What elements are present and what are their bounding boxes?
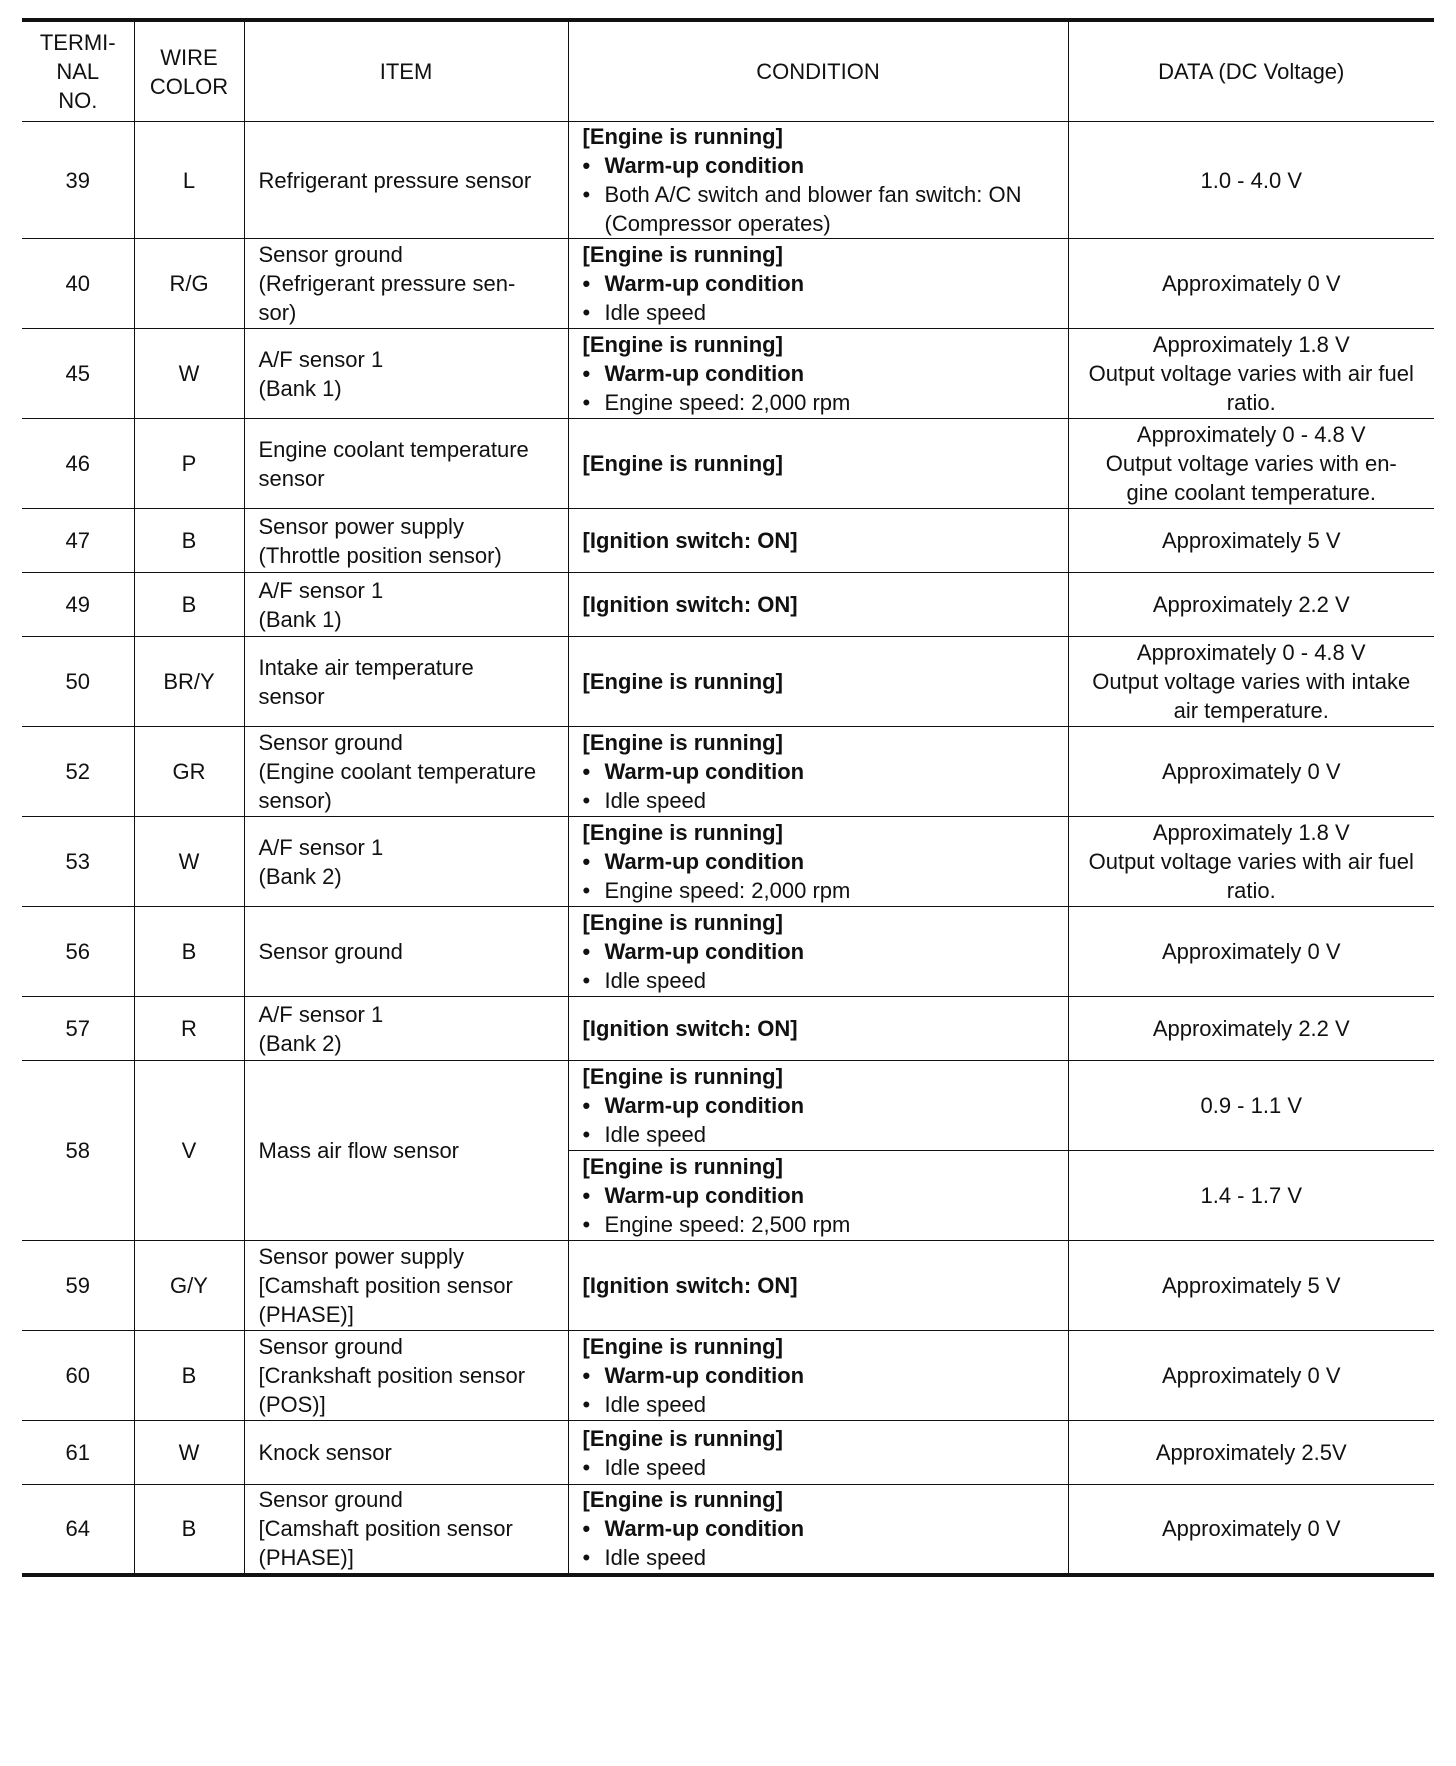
data-line: Approximately 0 - 4.8 V [1136, 640, 1366, 665]
wire-color-cell: P [134, 419, 244, 509]
data-line: Approximately 0 - 4.8 V [1136, 422, 1366, 447]
wire-color-cell: W [134, 329, 244, 419]
data-line: Approximately 1.8 V [1152, 332, 1350, 357]
table-row [22, 1241, 1434, 1331]
terminal-no-cell: 56 [22, 907, 134, 997]
item-cell [244, 1421, 568, 1485]
data-line: Approximately 5 V [1161, 1273, 1341, 1298]
item-cell [244, 573, 568, 637]
wire-color-cell: L [134, 122, 244, 239]
item-cell [244, 1485, 568, 1575]
data-cell [1068, 419, 1434, 509]
data-line: Approximately 2.2 V [1152, 1016, 1350, 1041]
item-line: sensor [258, 465, 325, 491]
data-cell [1068, 1061, 1434, 1151]
terminal-no-cell: 52 [22, 727, 134, 817]
data-line: Output voltage varies with air fuel [1088, 849, 1414, 874]
item-line: Knock sensor [258, 1440, 392, 1465]
item-line: Sensor ground [258, 1334, 403, 1359]
table-header-row [22, 20, 1434, 122]
wire-color-cell: GR [134, 727, 244, 817]
condition-cell [568, 573, 1068, 637]
table-row [22, 637, 1434, 727]
header-data: DATA (DC Voltage) [1068, 20, 1434, 122]
ecm-terminal-table [22, 18, 1434, 1577]
condition-bullet: • Idle speed [583, 1453, 1068, 1482]
condition-bullet: • Warm-up condition [583, 359, 1068, 388]
item-line: A/F sensor 1 [258, 577, 384, 603]
data-line: Approximately 1.8 V [1152, 820, 1350, 845]
wire-color-cell: B [134, 509, 244, 573]
item-line: (PHASE)] [258, 1545, 354, 1571]
condition-bullet: • Idle speed [583, 786, 1068, 815]
condition-heading: [Engine is running] [582, 730, 783, 755]
condition-heading: [Engine is running] [582, 1064, 783, 1089]
wire-color-cell: W [134, 1421, 244, 1485]
terminal-no-cell: 60 [22, 1331, 134, 1421]
item-cell [244, 1331, 568, 1421]
item-line: (POS)] [258, 1392, 326, 1417]
item-line: A/F sensor 1 [258, 1001, 384, 1027]
data-cell [1068, 1485, 1434, 1575]
item-cell [244, 419, 568, 509]
item-cell [244, 1241, 568, 1331]
data-cell [1068, 727, 1434, 817]
condition-cell [568, 997, 1068, 1061]
item-line: A/F sensor 1 [258, 346, 384, 372]
data-line: Approximately 0 V [1161, 939, 1341, 964]
table-row [22, 573, 1434, 637]
item-line: [Camshaft position sensor [258, 1516, 513, 1542]
condition-cell [568, 727, 1068, 817]
condition-bullet: • Idle speed [583, 1390, 1068, 1419]
item-cell [244, 907, 568, 997]
terminal-no-cell: 39 [22, 122, 134, 239]
condition-heading: [Engine is running] [582, 910, 783, 935]
condition-bullet: • Idle speed [583, 1543, 1068, 1572]
header-terminal-no: TERMI- NAL NO. [22, 20, 134, 122]
terminal-no-cell: 57 [22, 997, 134, 1061]
data-cell [1068, 1151, 1434, 1241]
data-line: Approximately 0 V [1161, 1363, 1341, 1388]
condition-cell [568, 637, 1068, 727]
data-line: 1.0 - 4.0 V [1200, 167, 1302, 193]
item-line: (Throttle position sensor) [258, 542, 502, 568]
terminal-no-cell: 49 [22, 573, 134, 637]
item-line: [Camshaft position sensor [258, 1273, 513, 1298]
data-line: Approximately 0 V [1161, 759, 1341, 784]
table-row [22, 1421, 1434, 1485]
item-cell [244, 637, 568, 727]
data-line: Output voltage varies with en- [1105, 451, 1397, 476]
terminal-no-cell: 64 [22, 1485, 134, 1575]
condition-heading: [Ignition switch: ON] [582, 528, 798, 553]
data-line: Approximately 5 V [1161, 528, 1341, 553]
item-line: Engine coolant temperature [258, 436, 529, 462]
terminal-no-cell: 50 [22, 637, 134, 727]
table-row [22, 239, 1434, 329]
condition-bullet: • Idle speed [583, 966, 1068, 995]
wire-color-cell: W [134, 817, 244, 907]
condition-heading: [Engine is running] [582, 332, 783, 357]
data-cell [1068, 1241, 1434, 1331]
data-line: Output voltage varies with air fuel [1088, 361, 1414, 386]
condition-cell [568, 1485, 1068, 1575]
data-line: Approximately 2.2 V [1152, 592, 1350, 617]
item-line: Mass air flow sensor [258, 1138, 460, 1163]
condition-cell [568, 1151, 1068, 1241]
data-line: ratio. [1226, 390, 1276, 415]
item-cell [244, 1061, 568, 1241]
data-line: 0.9 - 1.1 V [1200, 1093, 1302, 1118]
condition-bullet: • Idle speed [583, 298, 1068, 327]
item-line: (Refrigerant pressure sen- [258, 271, 516, 296]
item-line: A/F sensor 1 [258, 834, 384, 860]
condition-cell [568, 1241, 1068, 1331]
data-cell [1068, 1331, 1434, 1421]
item-line: Sensor power supply [258, 513, 464, 539]
terminal-no-cell: 61 [22, 1421, 134, 1485]
condition-bullet: • Warm-up condition [583, 151, 1068, 180]
condition-bullet: • Warm-up condition [583, 847, 1068, 876]
condition-cell [568, 907, 1068, 997]
item-line: Sensor ground [258, 939, 403, 964]
item-line: sensor [258, 683, 325, 709]
wire-color-cell: B [134, 573, 244, 637]
item-line: (Engine coolant temperature [258, 759, 537, 784]
data-cell [1068, 573, 1434, 637]
data-cell [1068, 907, 1434, 997]
condition-cell [568, 1061, 1068, 1151]
condition-bullet: • Warm-up condition [583, 1361, 1068, 1390]
data-cell [1068, 509, 1434, 573]
data-line: Approximately 0 V [1161, 271, 1341, 296]
condition-heading: [Engine is running] [582, 242, 783, 267]
wire-color-cell: B [134, 1485, 244, 1575]
condition-cell [568, 122, 1068, 239]
table-row [22, 329, 1434, 419]
item-cell [244, 997, 568, 1061]
condition-bullet: • Warm-up condition [583, 1514, 1068, 1543]
item-cell [244, 239, 568, 329]
wire-color-cell: G/Y [134, 1241, 244, 1331]
item-cell [244, 329, 568, 419]
condition-bullet: • Engine speed: 2,000 rpm [583, 388, 1068, 417]
table-row [22, 1331, 1434, 1421]
condition-heading: [Engine is running] [582, 669, 783, 694]
condition-cell [568, 509, 1068, 573]
table-row [22, 122, 1434, 239]
item-line: [Crankshaft position sensor [258, 1363, 526, 1388]
data-cell [1068, 1421, 1434, 1485]
condition-cell [568, 329, 1068, 419]
condition-bullet: • Warm-up condition [583, 1181, 1068, 1210]
wire-color-cell: V [134, 1061, 244, 1241]
terminal-no-cell: 45 [22, 329, 134, 419]
item-line: Sensor power supply [258, 1244, 464, 1269]
condition-heading: [Engine is running] [582, 1425, 783, 1451]
data-line: gine coolant temperature. [1126, 480, 1376, 505]
condition-bullet: • Warm-up condition [583, 757, 1068, 786]
data-line: Approximately 0 V [1161, 1516, 1341, 1542]
data-cell [1068, 637, 1434, 727]
item-line: (Bank 2) [258, 1030, 342, 1056]
item-line: Sensor ground [258, 1487, 403, 1513]
terminal-no-cell: 40 [22, 239, 134, 329]
data-line: air temperature. [1173, 698, 1329, 723]
item-cell [244, 817, 568, 907]
header-wire-color: WIRE COLOR [134, 20, 244, 122]
condition-cell [568, 1331, 1068, 1421]
data-cell [1068, 239, 1434, 329]
condition-bullet: • Warm-up condition [583, 937, 1068, 966]
condition-bullet: • Warm-up condition [583, 269, 1068, 298]
condition-bullet: • Idle speed [583, 1120, 1068, 1149]
terminal-no-cell: 47 [22, 509, 134, 573]
table-row [22, 419, 1434, 509]
item-cell [244, 727, 568, 817]
condition-heading: [Engine is running] [582, 1334, 783, 1359]
condition-cell [568, 419, 1068, 509]
header-condition: CONDITION [568, 20, 1068, 122]
condition-heading: [Engine is running] [582, 1487, 783, 1513]
terminal-no-cell: 59 [22, 1241, 134, 1331]
data-cell [1068, 817, 1434, 907]
wire-color-cell: BR/Y [134, 637, 244, 727]
table-row [22, 727, 1434, 817]
condition-heading: [Ignition switch: ON] [582, 592, 798, 617]
condition-heading: [Engine is running] [582, 820, 783, 845]
item-line: (PHASE)] [258, 1302, 354, 1327]
item-line: (Bank 2) [258, 863, 342, 889]
condition-bullet: • Both A/C switch and blower fan switch: ON (Compressor operates) [583, 180, 1068, 238]
wire-color-cell: R/G [134, 239, 244, 329]
table-row [22, 817, 1434, 907]
data-line: ratio. [1226, 878, 1276, 903]
table-row [22, 997, 1434, 1061]
table-row [22, 509, 1434, 573]
terminal-no-cell: 58 [22, 1061, 134, 1241]
terminal-no-cell: 53 [22, 817, 134, 907]
data-line: 1.4 - 1.7 V [1200, 1183, 1302, 1208]
item-line: Intake air temperature [258, 654, 474, 680]
condition-bullet: • Warm-up condition [583, 1091, 1068, 1120]
condition-heading: [Engine is running] [582, 451, 783, 476]
data-cell [1068, 997, 1434, 1061]
item-line: sensor) [258, 788, 332, 813]
wire-color-cell: B [134, 1331, 244, 1421]
item-line: Sensor ground [258, 730, 403, 755]
condition-cell [568, 1421, 1068, 1485]
header-item: ITEM [244, 20, 568, 122]
item-line: (Bank 1) [258, 375, 342, 401]
data-line: Approximately 2.5V [1155, 1440, 1347, 1465]
data-line: Output voltage varies with intake [1092, 669, 1411, 694]
wire-color-cell: B [134, 907, 244, 997]
data-cell [1068, 122, 1434, 239]
condition-heading: [Engine is running] [582, 1154, 783, 1179]
table-row [22, 1485, 1434, 1575]
item-line: (Bank 1) [258, 606, 342, 632]
table-row [22, 1061, 1434, 1151]
item-line: sor) [258, 300, 297, 325]
wire-color-cell: R [134, 997, 244, 1061]
item-cell [244, 122, 568, 239]
terminal-no-cell: 46 [22, 419, 134, 509]
condition-cell [568, 817, 1068, 907]
item-cell [244, 509, 568, 573]
condition-heading: [Ignition switch: ON] [582, 1273, 798, 1298]
data-cell [1068, 329, 1434, 419]
item-line: Sensor ground [258, 242, 403, 267]
table-row [22, 907, 1434, 997]
condition-bullet: • Engine speed: 2,000 rpm [583, 876, 1068, 905]
condition-cell [568, 239, 1068, 329]
item-line: Refrigerant pressure sensor [258, 167, 532, 193]
condition-bullet: • Engine speed: 2,500 rpm [583, 1210, 1068, 1239]
condition-heading: [Engine is running] [582, 124, 783, 149]
condition-heading: [Ignition switch: ON] [582, 1016, 798, 1041]
